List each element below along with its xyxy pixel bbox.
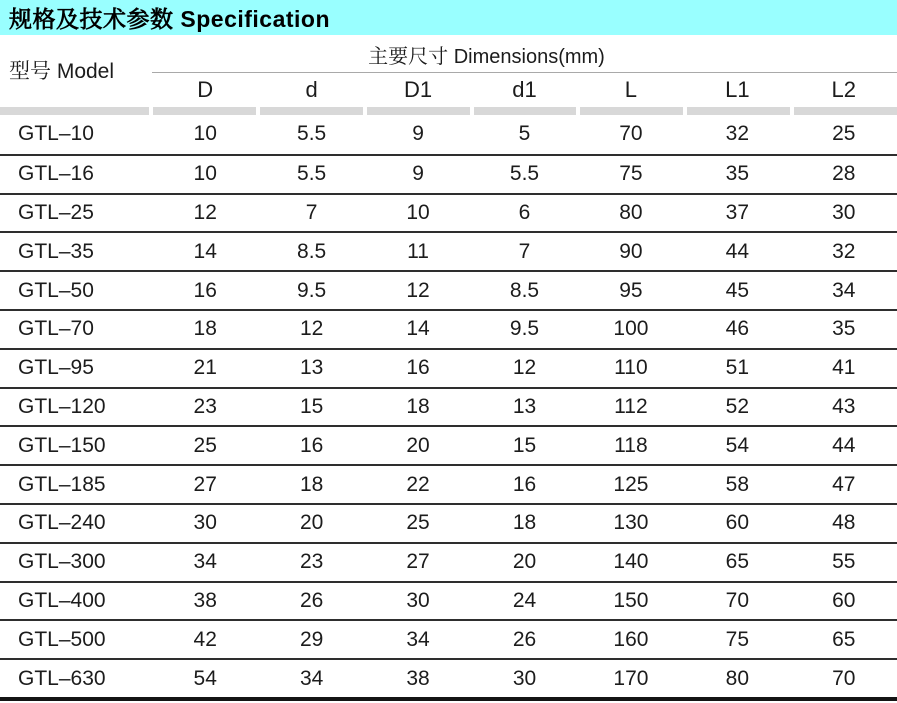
value-cell-D1: 34 [406,627,430,651]
value-cell-d: 5.5 [297,122,327,146]
column-header-L2: L2 [831,76,857,102]
value-cell-d1: 15 [512,433,537,457]
value-cell-L: 70 [619,122,643,146]
value-cell-L: 95 [619,278,643,302]
table-row [0,387,897,426]
table-row [0,231,897,270]
column-header-L: L [624,76,638,102]
value-cell-L1: 35 [725,162,750,186]
table-row [0,193,897,232]
value-cell-D1: 27 [406,550,430,574]
value-cell-L: 140 [613,550,649,574]
value-cell-d1: 18 [512,511,537,535]
model-cell: GTL–185 [18,472,106,496]
dimensions-header-area [152,35,897,73]
model-cell: GTL–630 [18,666,106,690]
value-cell-L1: 65 [725,550,750,574]
value-cell-d: 18 [299,472,324,496]
band-segment [794,107,897,115]
value-cell-d1: 7 [518,239,531,263]
section-title: 规格及技术参数 Specification [9,6,331,32]
value-cell-L2: 30 [832,200,856,224]
value-cell-D: 54 [193,666,217,690]
model-cell: GTL–500 [18,627,106,651]
value-cell-L2: 65 [832,627,856,651]
header-separator-band [0,106,897,115]
value-cell-L2: 35 [832,317,856,341]
value-cell-D: 38 [193,588,217,612]
value-cell-D1: 12 [406,278,430,302]
value-cell-d1: 6 [518,200,531,224]
band-segment [0,107,149,115]
value-cell-L2: 25 [832,122,856,146]
band-segment [474,107,577,115]
value-cell-D: 21 [193,356,217,380]
value-cell-d: 13 [299,356,324,380]
table-header [0,35,897,115]
table-row [0,464,897,503]
value-cell-D: 42 [193,627,217,651]
value-cell-L: 80 [619,200,643,224]
value-cell-L2: 47 [832,472,856,496]
value-cell-L1: 54 [725,433,750,457]
table-row [0,425,897,464]
value-cell-L1: 44 [725,239,750,263]
model-cell: GTL–300 [18,550,106,574]
column-header-d: d [305,76,318,102]
value-cell-d1: 5 [518,122,531,146]
table-row [0,309,897,348]
value-cell-L1: 75 [725,627,750,651]
value-cell-L1: 51 [725,356,750,380]
value-cell-d1: 12 [512,356,537,380]
value-cell-d: 15 [299,394,324,418]
value-cell-d1: 20 [512,550,537,574]
band-segment [580,107,683,115]
column-header-D: D [197,76,214,102]
table-row [0,154,897,193]
value-cell-d: 8.5 [297,239,327,263]
value-cell-L1: 52 [725,394,750,418]
value-cell-L2: 48 [832,511,856,535]
table-row [0,115,897,154]
value-cell-d1: 5.5 [509,162,540,186]
value-cell-D: 16 [193,278,217,302]
value-cell-L: 150 [613,588,649,612]
value-cell-L1: 80 [725,666,750,690]
value-cell-D1: 25 [406,511,430,535]
value-cell-L1: 32 [725,122,750,146]
value-cell-D1: 38 [406,666,430,690]
value-cell-d: 9.5 [297,278,327,302]
model-cell: GTL–400 [18,588,106,612]
model-column-header: 型号 Model [9,60,115,83]
value-cell-L: 90 [619,239,643,263]
value-cell-d: 20 [299,511,324,535]
value-cell-L: 160 [613,627,649,651]
value-cell-L: 125 [613,472,649,496]
table-row [0,503,897,542]
value-cell-D1: 18 [406,394,430,418]
value-cell-D1: 11 [407,239,429,263]
value-cell-D: 10 [193,162,217,186]
value-cell-d: 26 [299,588,324,612]
value-cell-L2: 34 [832,278,856,302]
value-cell-L1: 60 [725,511,750,535]
value-cell-L2: 55 [832,550,856,574]
value-cell-L1: 37 [725,200,750,224]
value-cell-L1: 45 [725,278,750,302]
column-header-D1: D1 [404,76,433,102]
band-segment [367,107,470,115]
value-cell-D1: 30 [406,588,430,612]
value-cell-L2: 41 [832,356,856,380]
model-cell: GTL–150 [18,433,106,457]
value-cell-D1: 22 [406,472,430,496]
model-cell: GTL–16 [18,162,94,186]
dimensions-group-header: 主要尺寸 Dimensions(mm) [368,46,605,68]
value-cell-L2: 60 [832,588,856,612]
value-cell-d: 12 [299,317,324,341]
model-cell: GTL–240 [18,511,106,535]
table-row [0,619,897,658]
table-row [0,658,897,697]
value-cell-D: 27 [193,472,217,496]
column-header-L1: L1 [725,76,750,102]
value-cell-d1: 8.5 [509,278,540,302]
value-cell-L1: 70 [725,588,750,612]
model-cell: GTL–35 [18,239,94,263]
value-cell-L: 110 [614,356,648,380]
value-cell-d1: 30 [512,666,537,690]
value-cell-d1: 9.5 [509,317,540,341]
model-cell: GTL–70 [18,317,94,341]
model-cell: GTL–120 [18,394,106,418]
value-cell-D: 23 [193,394,217,418]
value-cell-D1: 20 [406,433,430,457]
model-cell: GTL–25 [18,200,94,224]
value-cell-L1: 46 [725,317,750,341]
table-row [0,270,897,309]
value-cell-L: 100 [613,317,649,341]
value-cell-L2: 28 [832,162,856,186]
value-cell-D: 18 [193,317,217,341]
value-cell-d1: 13 [512,394,537,418]
value-cell-L: 75 [619,162,643,186]
value-cell-D1: 16 [406,356,430,380]
value-cell-L: 170 [613,666,649,690]
value-cell-L: 112 [614,394,648,418]
value-cell-D1: 14 [406,317,430,341]
model-cell: GTL–50 [18,278,94,302]
value-cell-D1: 10 [406,200,430,224]
value-cell-D1: 9 [412,162,424,186]
value-cell-D: 25 [193,433,217,457]
table-row [0,542,897,581]
value-cell-L2: 43 [832,394,856,418]
table-row [0,581,897,620]
table-body [0,115,897,701]
value-cell-d1: 26 [512,627,537,651]
value-cell-D: 14 [193,239,217,263]
band-segment [153,107,256,115]
model-cell: GTL–10 [18,122,94,146]
section-title-bar [0,0,897,35]
value-cell-d: 7 [305,200,318,224]
value-cell-L2: 44 [832,433,856,457]
value-cell-d: 29 [299,627,324,651]
column-header-d1: d1 [512,76,537,102]
value-cell-d: 5.5 [297,162,327,186]
value-cell-d: 16 [299,433,324,457]
value-cell-D: 12 [193,200,217,224]
value-cell-D: 34 [193,550,217,574]
value-cell-L2: 32 [832,239,856,263]
value-cell-d: 34 [299,666,324,690]
value-cell-L1: 58 [725,472,750,496]
value-cell-D1: 9 [412,122,424,146]
value-cell-L: 118 [614,433,648,457]
band-segment [260,107,363,115]
model-cell: GTL–95 [18,356,94,380]
band-segment [687,107,790,115]
value-cell-d: 23 [299,550,324,574]
value-cell-d1: 16 [512,472,537,496]
value-cell-L: 130 [613,511,649,535]
value-cell-d1: 24 [512,588,537,612]
value-cell-D: 30 [193,511,217,535]
table-row [0,348,897,387]
value-cell-D: 10 [193,122,217,146]
value-cell-L2: 70 [832,666,856,690]
column-letters-row [0,73,897,106]
